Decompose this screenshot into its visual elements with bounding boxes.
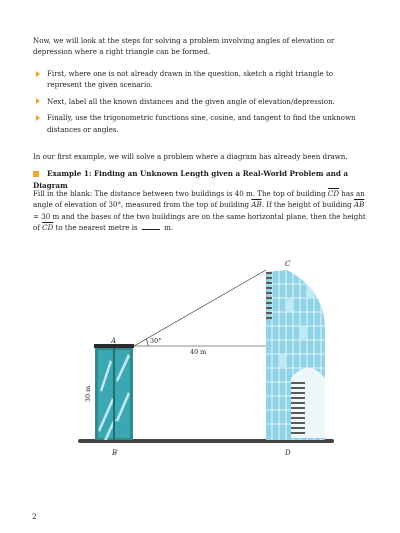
list-item: Next, label all the known distances and the given angle of elevation/depression.: [36, 96, 370, 107]
angle-arc: [146, 339, 148, 346]
example-heading: Example 1: Finding an Unknown Length given a Real-World Problem and a Diagram: [33, 169, 349, 190]
first-example-paragraph: In our first example, we will solve a problem where a diagram has already been drawn.: [33, 152, 348, 161]
question-text: Fill in the blank: The distance between two buildings is 40 m. The top of building $\overline{CD}$ has an angle of elevation of 30°, measured from the top of building $\overline{AB}$. If the height of building $\overline{AB} = 30$ m and the bases of the two buildings are on the same horizontal plane, then the height of $\overline{CD}$ to the nearest metre is m.: [33, 189, 366, 233]
elevation-line: [134, 270, 266, 346]
buildings-diagram: [0, 250, 400, 470]
intro-paragraph: Now, we will look at the steps for solving a problem involving angles of elevation or depression where a right triangle can be formed.: [33, 36, 335, 57]
chevron-right-icon: [36, 115, 40, 121]
label-b: B: [112, 449, 118, 457]
chevron-right-icon: [36, 71, 40, 77]
angle-label: 30°: [150, 337, 162, 345]
list-item: Finally, use the trigonometric functions sine, cosine, and tangent to find the unknown distances or angles.: [36, 112, 370, 135]
label-a: A: [111, 337, 117, 345]
label-d: D: [285, 449, 291, 457]
label-c: C: [285, 260, 291, 268]
chevron-right-icon: [36, 98, 40, 104]
square-bullet-icon: [33, 171, 39, 177]
answer-blank[interactable]: [142, 223, 160, 230]
list-item: First, where one is not already drawn in the question, sketch a right triangle to represent the given scenario.: [36, 68, 370, 91]
right-tower: [266, 270, 325, 440]
height-label: 30 m: [84, 385, 92, 402]
distance-label: 40 m: [190, 348, 207, 356]
steps-list: [36, 68, 370, 140]
page-number: 2: [32, 512, 37, 521]
left-building: [94, 344, 134, 442]
